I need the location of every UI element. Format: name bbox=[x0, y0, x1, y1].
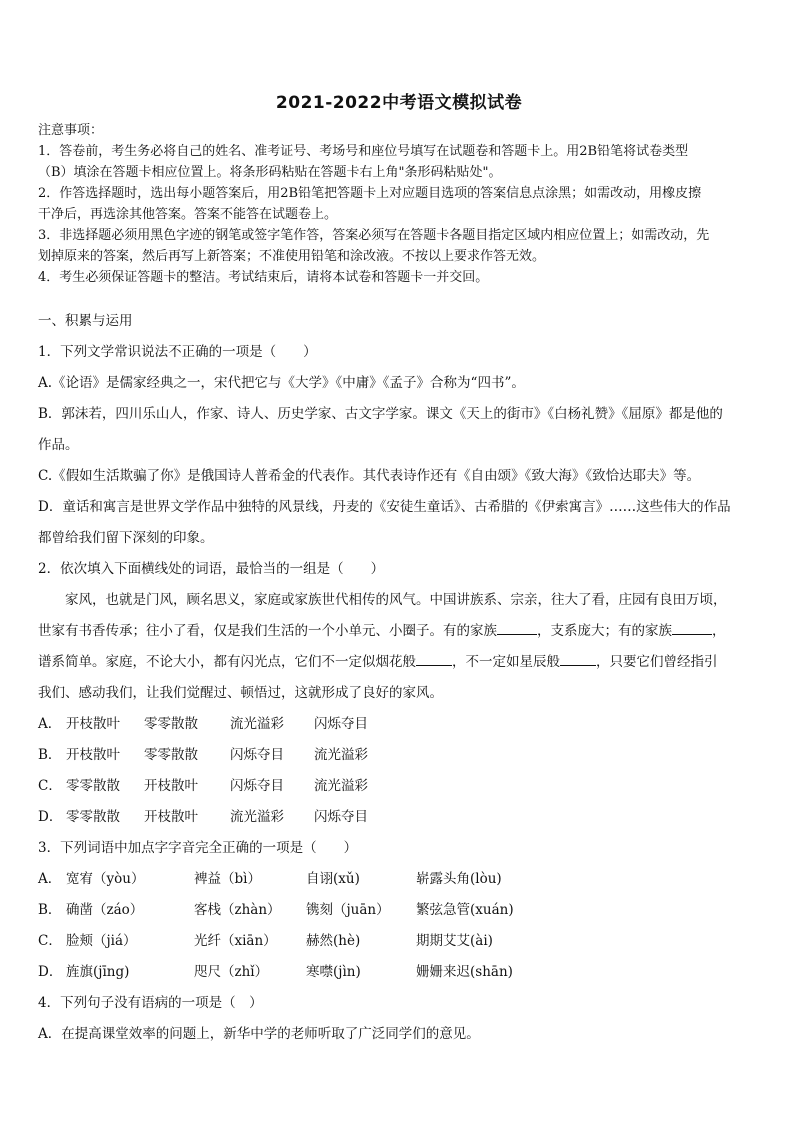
q1-option-c: C.《假如生活欺骗了你》是俄国诗人普希金的代表作。其代表诗作还有《自由颂》《致大海》《致恰达耶夫》等。 bbox=[38, 468, 701, 484]
q2-text: ，不一定如星辰般 bbox=[452, 654, 560, 670]
option-letter: B． bbox=[38, 902, 62, 918]
option-word: 流光溢彩 bbox=[314, 747, 368, 763]
q1-option-b: B．郭沫若，四川乐山人，作家、诗人、历史学家、古文字学家。课文《天上的街市》《白杨礼赞》《屈原》都是他的 bbox=[38, 406, 723, 422]
option-word: 繁弦急管(xuán) bbox=[416, 902, 514, 918]
notice-line: 4．考生必须保证答题卡的整洁。考试结束后，请将本试卷和答题卡一并交回。 bbox=[38, 270, 489, 285]
option-word: 闪烁夺目 bbox=[230, 747, 284, 763]
exam-body bbox=[38, 306, 760, 1050]
exam-title: 2021-2022中考语文模拟试卷 bbox=[275, 93, 523, 113]
q2-text: ，只要它们曾经指引 bbox=[596, 654, 718, 670]
notice-heading: 注意事项： bbox=[38, 123, 104, 138]
q4-option-a: A．在提高课堂效率的问题上，新华中学的老师听取了广泛同学们的意见。 bbox=[38, 1026, 480, 1042]
option-word: 宽宥（yòu） bbox=[66, 871, 145, 887]
q3-option-d bbox=[38, 957, 760, 988]
option-word: 零零散散 bbox=[66, 778, 120, 794]
option-word: 自诩(xǔ) bbox=[306, 871, 360, 887]
q2-text: 谱系简单。家庭，不论大小，都有闪光点，它们不一定似烟花般 bbox=[38, 654, 416, 670]
option-word: 咫尺（zhǐ） bbox=[194, 964, 269, 980]
notice-block bbox=[38, 120, 760, 288]
q2-text: ， bbox=[712, 623, 726, 639]
q2-option-a bbox=[38, 709, 760, 740]
option-letter: A． bbox=[38, 871, 62, 887]
q2-passage-line: 家风，也就是门风，顾名思义，家庭或家族世代相传的风气。中国讲族系、宗亲，往大了看，庄园有良田万顷， bbox=[65, 592, 727, 608]
q2-passage-line bbox=[38, 616, 760, 647]
option-letter: D． bbox=[38, 964, 63, 980]
option-word: 流光溢彩 bbox=[230, 809, 284, 825]
notice-line: （B）填涂在答题卡相应位置上。将条形码粘贴在答题卡右上角"条形码粘贴处"。 bbox=[38, 165, 502, 180]
option-word: 裨益（bì） bbox=[194, 871, 261, 887]
fill-blank bbox=[560, 651, 596, 666]
q3-option-a bbox=[38, 864, 760, 895]
option-word: 期期艾艾(ài) bbox=[416, 933, 493, 949]
question-4-stem: 4．下列句子没有语病的一项是（ ） bbox=[38, 995, 263, 1011]
option-word: 开枝散叶 bbox=[66, 716, 120, 732]
question-2-stem: 2．依次填入下面横线处的词语，最恰当的一组是（ ） bbox=[38, 561, 385, 577]
question-1-stem: 1．下列文学常识说法不正确的一项是（ ） bbox=[38, 344, 317, 360]
option-word: 崭露头角(lòu) bbox=[416, 871, 502, 887]
q2-text: ，支系庞大；有的家族 bbox=[537, 623, 672, 639]
q3-options bbox=[38, 864, 760, 988]
question-3-stem: 3．下列词语中加点字字音完全正确的一项是（ ） bbox=[38, 840, 358, 856]
notice-line: 3．非选择题必须用黑色字迹的钢笔或签字笔作答，答案必须写在答题卡各题目指定区域内相应位置上；如需改动，先 bbox=[38, 228, 710, 243]
option-word: 闪烁夺目 bbox=[314, 716, 368, 732]
option-word: 闪烁夺目 bbox=[230, 778, 284, 794]
q2-options bbox=[38, 709, 760, 833]
option-word: 赫然(hè) bbox=[306, 933, 361, 949]
option-letter: B． bbox=[38, 747, 62, 763]
option-word: 开枝散叶 bbox=[66, 747, 120, 763]
option-letter: D． bbox=[38, 809, 63, 825]
fill-blank bbox=[416, 651, 452, 666]
q2-text: 世家有书香传承；往小了看，仅是我们生活的一个小单元、小圈子。有的家族 bbox=[38, 623, 497, 639]
notice-line: 1．答卷前，考生务必将自己的姓名、准考证号、考场号和座位号填写在试题卷和答题卡上。用2B铅笔将试卷类型 bbox=[38, 144, 689, 159]
option-word: 开枝散叶 bbox=[144, 809, 198, 825]
option-word: 镌刻（juān） bbox=[306, 902, 390, 918]
option-word: 零零散散 bbox=[144, 716, 198, 732]
option-word: 确凿（záo） bbox=[66, 902, 144, 918]
q2-option-c bbox=[38, 771, 760, 802]
option-word: 姗姗来迟(shān) bbox=[416, 964, 513, 980]
option-word: 脸颊（jiá） bbox=[66, 933, 137, 949]
option-letter: C． bbox=[38, 778, 62, 794]
option-word: 流光溢彩 bbox=[230, 716, 284, 732]
option-word: 闪烁夺目 bbox=[314, 809, 368, 825]
q3-option-c bbox=[38, 926, 760, 957]
option-word: 客栈（zhàn） bbox=[194, 902, 281, 918]
option-word: 流光溢彩 bbox=[314, 778, 368, 794]
option-word: 零零散散 bbox=[144, 747, 198, 763]
option-letter: A． bbox=[38, 716, 62, 732]
fill-blank bbox=[672, 620, 712, 635]
option-word: 寒噤(jìn) bbox=[306, 964, 361, 980]
q1-option-d-cont: 都曾给我们留下深刻的印象。 bbox=[38, 530, 214, 546]
q2-option-d bbox=[38, 802, 760, 833]
notice-line: 划掉原来的答案，然后再写上新答案；不准使用铅笔和涂改液。不按以上要求作答无效。 bbox=[38, 249, 546, 264]
option-word: 旌旗(jīng) bbox=[66, 964, 130, 980]
option-word: 光纤（xiān） bbox=[194, 933, 277, 949]
fill-blank bbox=[497, 620, 537, 635]
option-word: 零零散散 bbox=[66, 809, 120, 825]
option-word: 开枝散叶 bbox=[144, 778, 198, 794]
q2-passage-line bbox=[38, 647, 760, 678]
notice-line: 干净后，再选涂其他答案。答案不能答在试题卷上。 bbox=[38, 207, 338, 222]
q1-option-b-cont: 作品。 bbox=[38, 437, 79, 453]
q1-option-a: A.《论语》是儒家经典之一，宋代把它与《大学》《中庸》《孟子》合称为“四书”。 bbox=[38, 375, 525, 391]
notice-line: 2．作答选择题时，选出每小题答案后，用2B铅笔把答题卡上对应题目选项的答案信息点涂黑；如需改动，用橡皮擦 bbox=[38, 186, 702, 201]
q1-option-d: D．童话和寓言是世界文学作品中独特的风景线，丹麦的《安徒生童话》、古希腊的《伊索寓言》……这些伟大的作品 bbox=[38, 499, 731, 515]
q3-option-b bbox=[38, 895, 760, 926]
section-heading: 一、积累与运用 bbox=[38, 313, 133, 329]
q2-option-b bbox=[38, 740, 760, 771]
q2-passage-line: 我们、感动我们，让我们觉醒过、顿悟过，这就形成了良好的家风。 bbox=[38, 685, 443, 701]
option-letter: C． bbox=[38, 933, 62, 949]
